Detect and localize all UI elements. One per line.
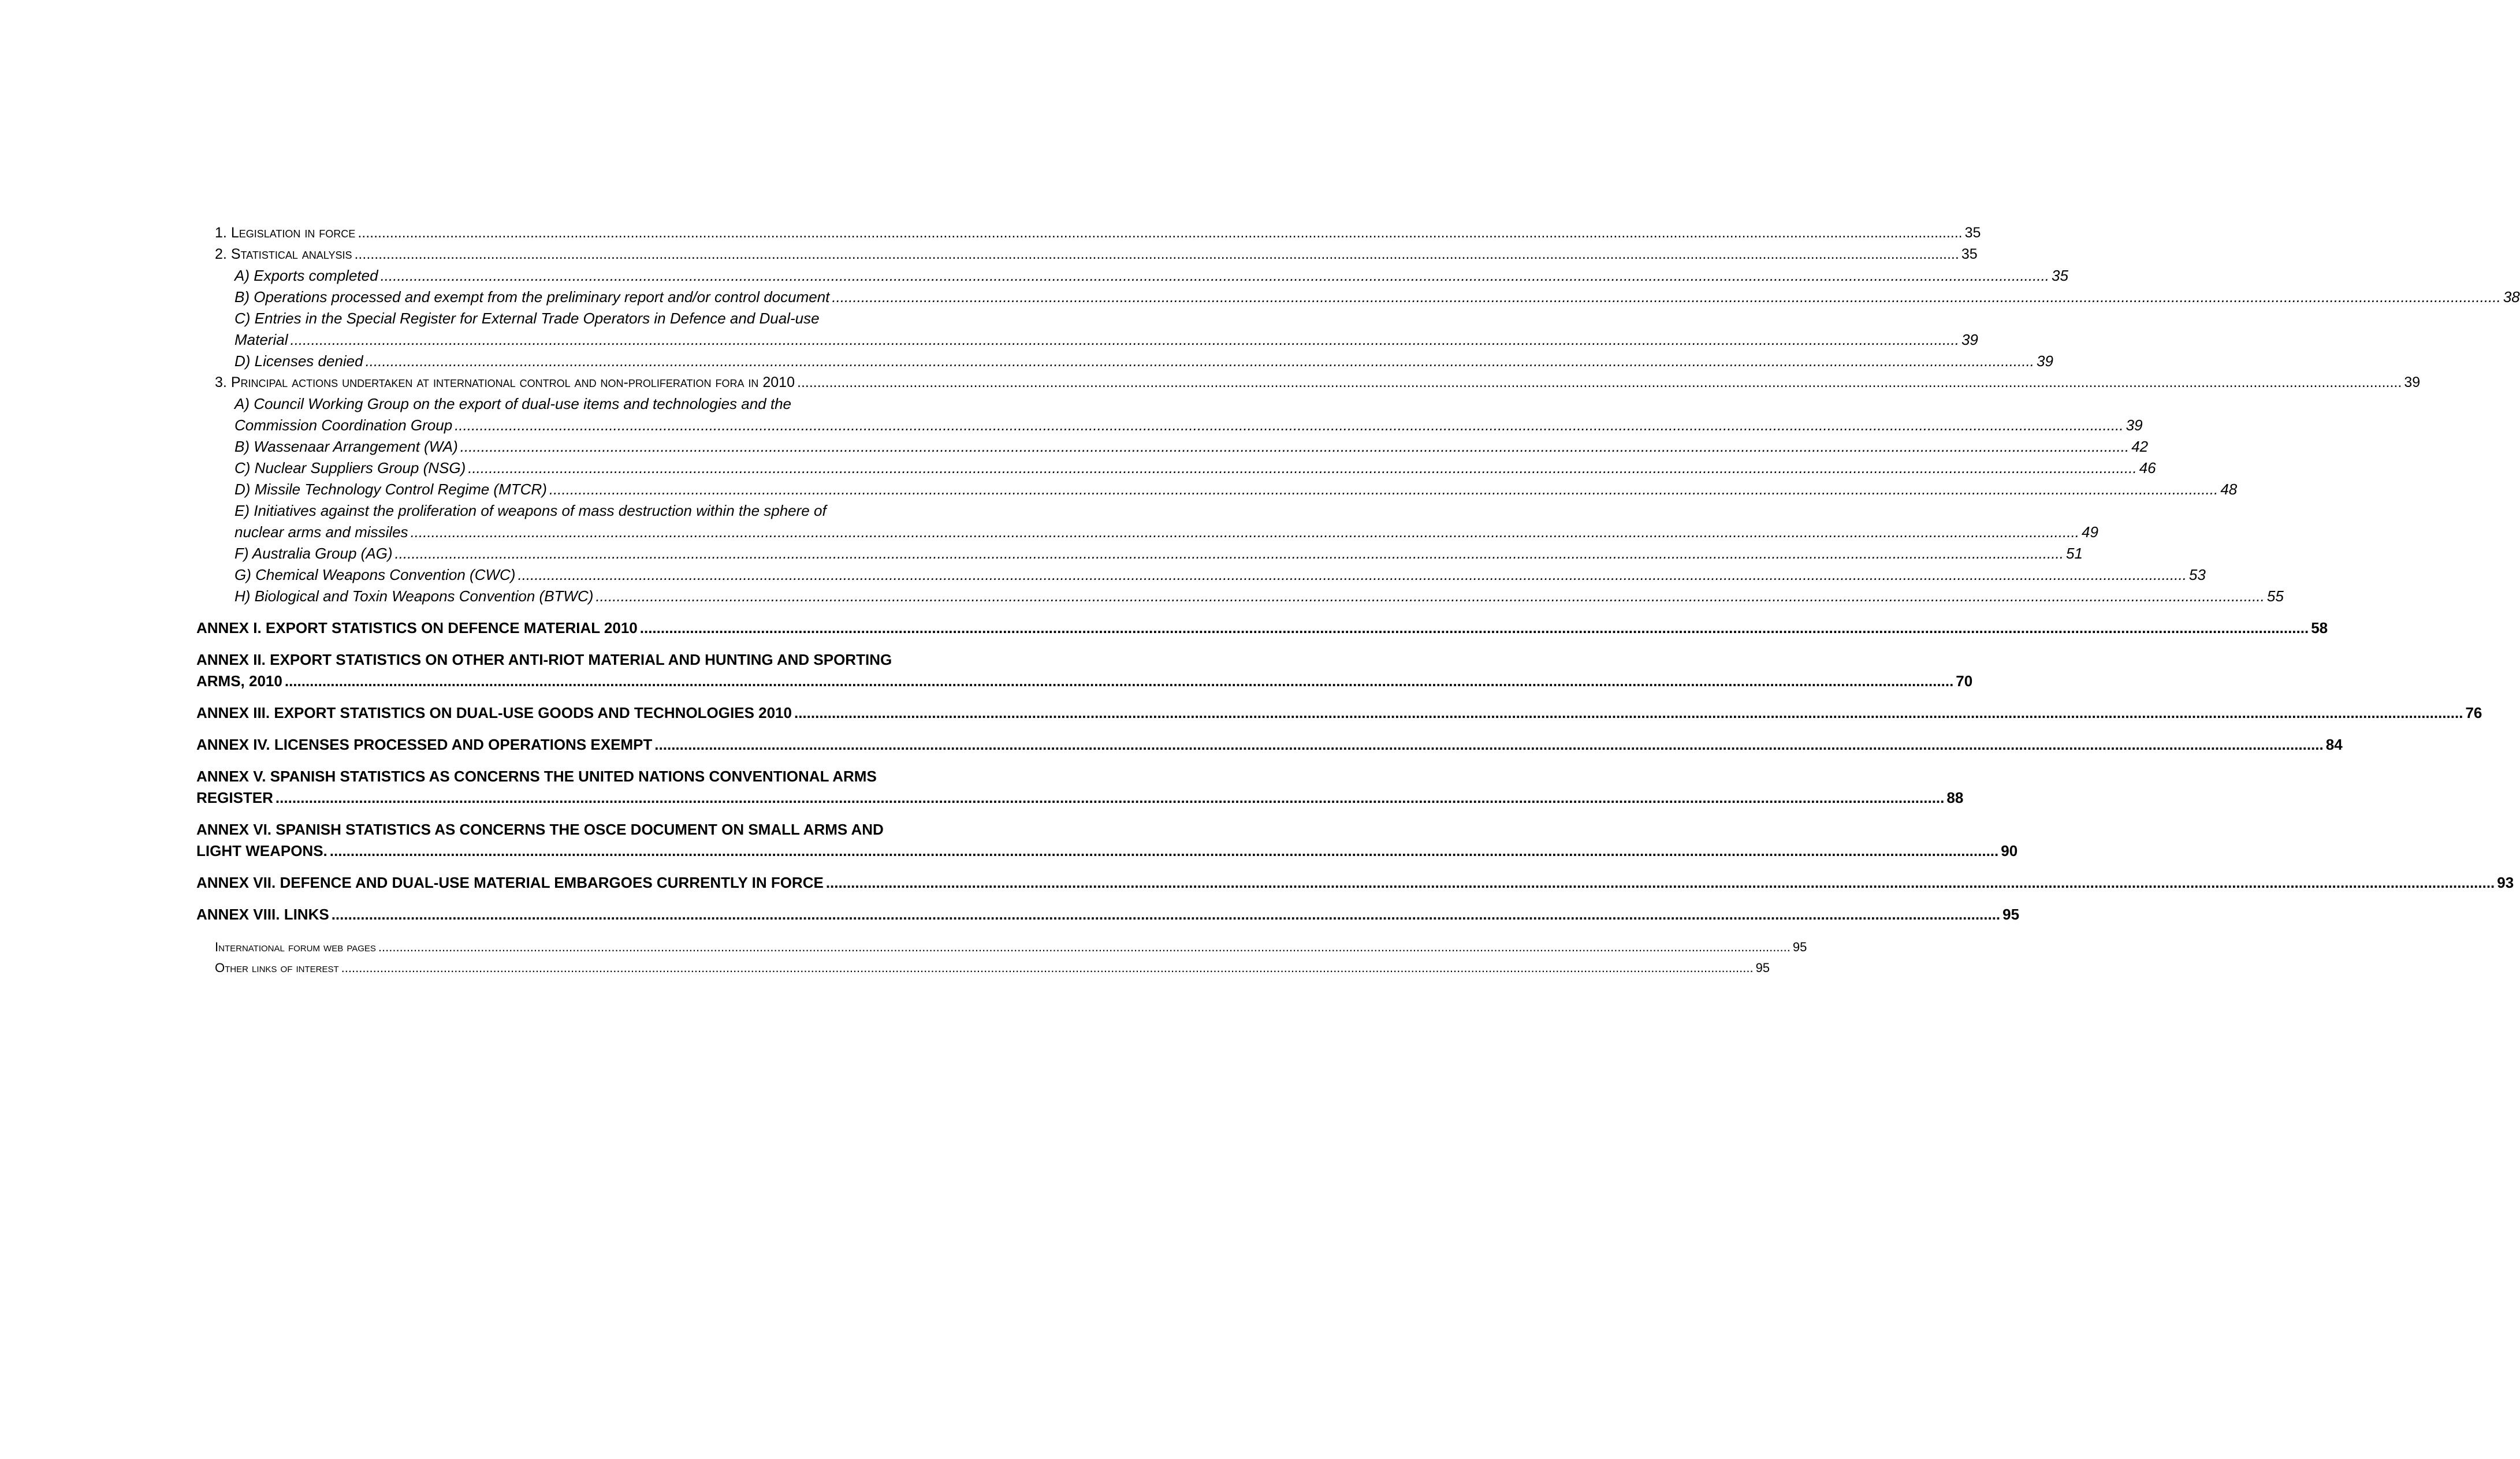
dot-leader: ................................................................................................................................................................................................................................................................................................................................................................................................................ [365, 352, 2035, 370]
toc-entry-title: Commission Coordination Group [234, 415, 455, 436]
toc-page-number: 35 [1963, 222, 1981, 244]
toc-page-number: 58 [2309, 617, 2328, 639]
annex-link[interactable] [196, 787, 1964, 809]
toc-page-number: 88 [1944, 787, 1963, 809]
toc-page-number: 46 [2137, 457, 2156, 479]
section-title: Legislation in force [230, 225, 356, 241]
toc-subsection-entry[interactable] [196, 457, 2156, 479]
toc-subsection-entry[interactable] [196, 522, 2098, 543]
toc-subsection-first-line: C) Entries in the Special Register for External Trade Operators in Defence and Dual-use [234, 310, 820, 327]
toc-subsection-entry[interactable] [196, 415, 2143, 436]
toc-page-number: 70 [1953, 671, 1972, 692]
toc-page-number: 35 [1959, 244, 1978, 265]
section-number: 3. [215, 374, 227, 390]
toc-entry-title: D) Missile Technology Control Regime (MTCR) [234, 479, 549, 500]
dot-leader: ................................................................................................................................................................................................................................................................................................................................................................................................................ [654, 736, 2324, 753]
toc-link-entry[interactable] [196, 958, 1770, 978]
annex-title-first-line: ANNEX II. EXPORT STATISTICS ON OTHER ANTI-RIOT MATERIAL AND HUNTING AND SPORTING [196, 651, 892, 668]
dot-leader: ................................................................................................................................................................................................................................................................................................................................................................................................................ [378, 940, 1791, 954]
annex-link[interactable] [196, 671, 1973, 692]
toc-page-number: 49 [2079, 522, 2098, 543]
toc-entry-title: International forum web pages [215, 937, 378, 958]
toc-subsection-entry[interactable] [196, 543, 2083, 564]
dot-leader: ................................................................................................................................................................................................................................................................................................................................................................................................................ [794, 704, 2463, 721]
dot-leader: ................................................................................................................................................................................................................................................................................................................................................................................................................ [595, 587, 2265, 605]
annex-link[interactable] [196, 904, 2020, 925]
toc-subsection-entry[interactable] [196, 436, 2149, 457]
annex-entry [196, 702, 2482, 724]
toc-page-number: 95 [2000, 904, 2019, 925]
toc-entry-title: ANNEX VIII. LINKS [196, 904, 332, 925]
toc-page-number: 39 [2402, 372, 2420, 393]
section-title: Principal actions undertaken at international control and non-proliferation fora in [230, 374, 759, 390]
toc-entry-title: A) Exports completed [234, 265, 381, 286]
toc-page-number: 35 [2049, 265, 2068, 286]
annex-entry [196, 819, 2018, 862]
dot-leader: ................................................................................................................................................................................................................................................................................................................................................................................................................ [460, 438, 2130, 455]
toc-subsection-first-line: E) Initiatives against the proliferation of weapons of mass destruction within the sphere of [234, 502, 827, 519]
toc-subsection-entry[interactable] [196, 564, 2206, 586]
toc-entry-title: ANNEX IV. LICENSES PROCESSED AND OPERATIONS EXEMPT [196, 734, 654, 755]
section-title: Statistical analysis [230, 246, 352, 262]
toc-page-number: 38 [2501, 286, 2520, 308]
dot-leader: ................................................................................................................................................................................................................................................................................................................................................................................................................ [341, 961, 1754, 975]
toc-page-number: 48 [2218, 479, 2237, 500]
dot-leader: ................................................................................................................................................................................................................................................................................................................................................................................................................ [380, 267, 2050, 284]
toc-page-number: 42 [2129, 436, 2148, 457]
annex-link[interactable] [196, 840, 2018, 862]
toc-entry-title: C) Nuclear Suppliers Group (NSG) [234, 457, 468, 479]
links-section [196, 937, 1807, 978]
toc-entry-title: D) Licenses denied [234, 351, 366, 372]
dot-leader: ................................................................................................................................................................................................................................................................................................................................................................................................................ [549, 481, 2219, 498]
dot-leader: ................................................................................................................................................................................................................................................................................................................................................................................................................ [354, 246, 1959, 262]
table-of-contents [196, 222, 2520, 978]
toc-subsection-entry[interactable] [196, 479, 2238, 500]
dot-leader: ................................................................................................................................................................................................................................................................................................................................................................................................................ [290, 331, 1959, 348]
annex-entry [196, 872, 2514, 894]
toc-page-number: 95 [1754, 958, 1770, 978]
toc-page-number: 90 [1998, 840, 2018, 862]
annex-entry [196, 734, 2343, 755]
toc-entry-title: Other links of interest [215, 958, 341, 978]
toc-page-number: 39 [2034, 351, 2053, 372]
section-number: 2. [215, 246, 227, 262]
toc-section-entry[interactable] [196, 222, 1981, 244]
dot-leader: ................................................................................................................................................................................................................................................................................................................................................................................................................ [468, 459, 2137, 477]
dot-leader: ................................................................................................................................................................................................................................................................................................................................................................................................................ [410, 523, 2080, 541]
toc-page-number: 93 [2495, 872, 2514, 894]
dot-leader: ................................................................................................................................................................................................................................................................................................................................................................................................................ [329, 842, 1999, 859]
dot-leader: ................................................................................................................................................................................................................................................................................................................................................................................................................ [825, 874, 2495, 891]
toc-subsection-first-line: A) Council Working Group on the export of dual-use items and technologies and the [234, 395, 791, 412]
dot-leader: ................................................................................................................................................................................................................................................................................................................................................................................................................ [455, 416, 2124, 434]
dot-leader: ................................................................................................................................................................................................................................................................................................................................................................................................................ [394, 545, 2064, 562]
dot-leader: ................................................................................................................................................................................................................................................................................................................................................................................................................ [639, 619, 2309, 637]
toc-page-number: 55 [2265, 586, 2284, 607]
annex-title-first-line: ANNEX V. SPANISH STATISTICS AS CONCERNS THE UNITED NATIONS CONVENTIONAL ARMS [196, 768, 877, 785]
toc-section-entry[interactable] [196, 244, 1978, 265]
toc-subsection-entry[interactable] [196, 351, 2053, 372]
toc-page-number: 76 [2463, 702, 2482, 724]
toc-entry-title: REGISTER [196, 787, 276, 809]
toc-page-number: 39 [2124, 415, 2143, 436]
toc-entry-title [215, 244, 354, 265]
dot-leader: ................................................................................................................................................................................................................................................................................................................................................................................................................ [797, 374, 2402, 390]
annex-entry [196, 617, 2328, 639]
toc-section-entry[interactable] [196, 372, 2421, 393]
section-year: 2010 [762, 374, 795, 390]
toc-entry-title [215, 222, 358, 244]
toc-entry-title: ANNEX I. EXPORT STATISTICS ON DEFENCE MATERIAL 2010 [196, 617, 640, 639]
annex-link[interactable] [196, 734, 2343, 755]
toc-entry-title: Material [234, 329, 290, 351]
dot-leader: ................................................................................................................................................................................................................................................................................................................................................................................................................ [284, 672, 1954, 690]
dot-leader: ................................................................................................................................................................................................................................................................................................................................................................................................................ [275, 789, 1945, 806]
toc-entry-title: G) Chemical Weapons Convention (CWC) [234, 564, 518, 586]
toc-subsection-entry[interactable] [196, 265, 2068, 286]
toc-subsection-entry[interactable] [196, 329, 1978, 351]
toc-page-number: 95 [1791, 937, 1807, 958]
toc-entry-title: F) Australia Group (AG) [234, 543, 395, 564]
section-number: 1. [215, 225, 227, 241]
dot-leader: ................................................................................................................................................................................................................................................................................................................................................................................................................ [518, 566, 2187, 583]
annex-entry [196, 649, 1973, 692]
toc-page-number: 39 [1959, 329, 1978, 351]
toc-page-number: 84 [2324, 734, 2343, 755]
toc-subsection-entry[interactable] [196, 286, 2520, 308]
toc-link-entry[interactable] [196, 937, 1807, 958]
dot-leader: ................................................................................................................................................................................................................................................................................................................................................................................................................ [331, 906, 2001, 923]
annex-title-first-line: ANNEX VI. SPANISH STATISTICS AS CONCERNS THE OSCE DOCUMENT ON SMALL ARMS AND [196, 821, 884, 838]
toc-entry-title: ANNEX VII. DEFENCE AND DUAL-USE MATERIAL EMBARGOES CURRENTLY IN FORCE [196, 872, 826, 894]
annex-entry [196, 904, 2020, 925]
toc-entry-title [215, 372, 797, 393]
toc-entry-title: B) Operations processed and exempt from the preliminary report and/or control document [234, 286, 832, 308]
toc-subsection-entry[interactable] [196, 586, 2284, 607]
annex-link[interactable] [196, 702, 2482, 724]
toc-entry-title: B) Wassenaar Arrangement (WA) [234, 436, 460, 457]
toc-page-number: 51 [2064, 543, 2083, 564]
annex-entry [196, 766, 1964, 809]
annex-link[interactable] [196, 617, 2328, 639]
toc-page-number: 53 [2187, 564, 2206, 586]
toc-entry-title: H) Biological and Toxin Weapons Convention (BTWC) [234, 586, 595, 607]
dot-leader: ................................................................................................................................................................................................................................................................................................................................................................................................................ [358, 225, 1963, 241]
annex-link[interactable] [196, 872, 2514, 894]
dot-leader: ................................................................................................................................................................................................................................................................................................................................................................................................................ [832, 288, 2501, 306]
toc-entry-title: ARMS, 2010 [196, 671, 285, 692]
toc-entry-title: nuclear arms and missiles [234, 522, 411, 543]
toc-entry-title: LIGHT WEAPONS. [196, 840, 330, 862]
toc-entry-title: ANNEX III. EXPORT STATISTICS ON DUAL-USE GOODS AND TECHNOLOGIES 2010 [196, 702, 794, 724]
